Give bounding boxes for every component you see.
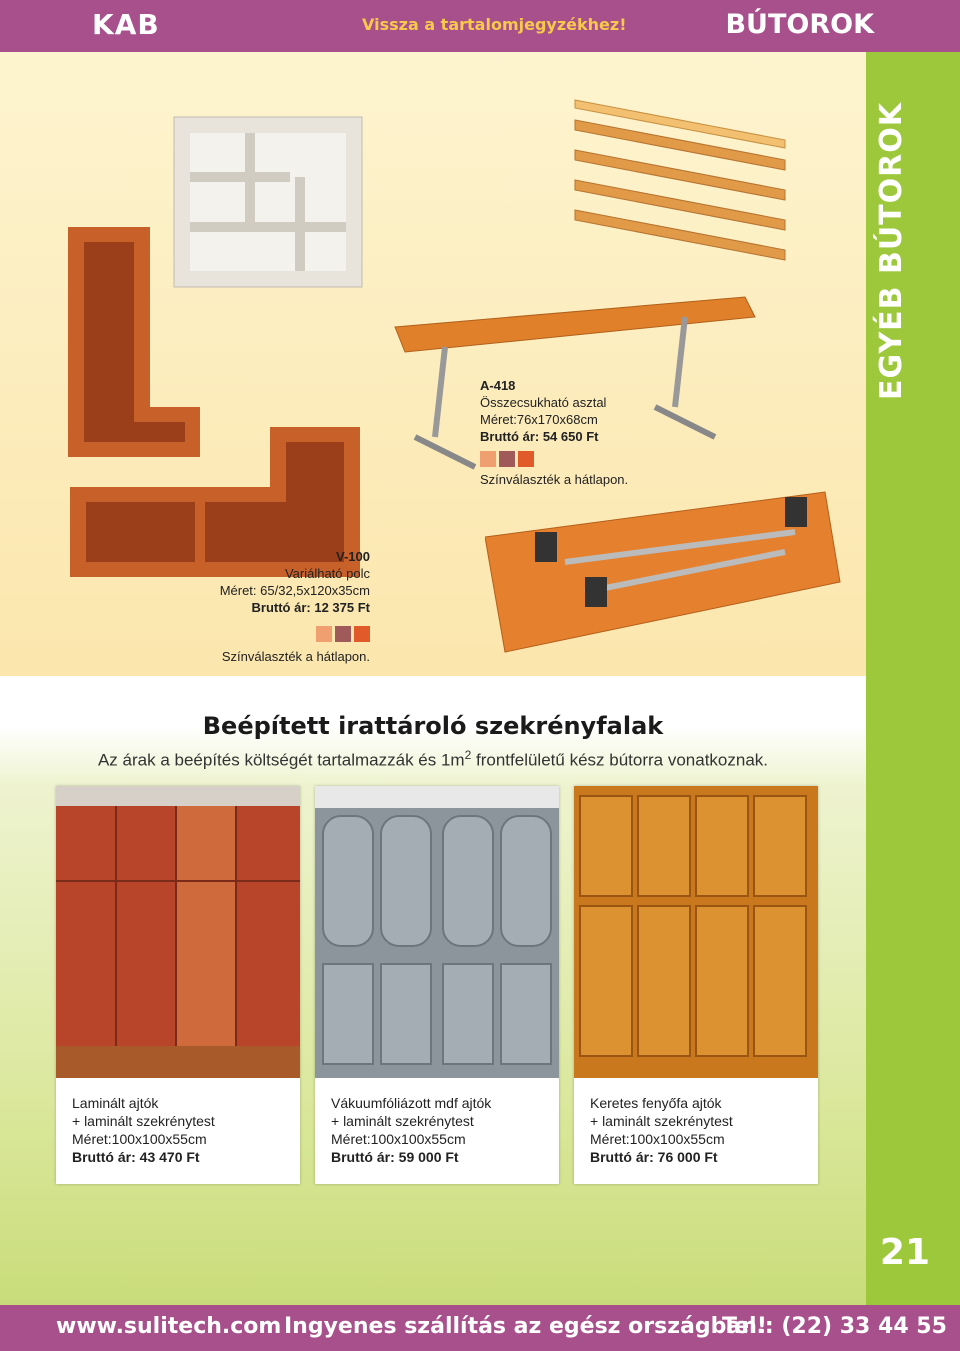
section-subtitle (0, 748, 866, 771)
wardrobe-size: Méret:100x100x55cm (72, 1131, 207, 1147)
folded-table-image (485, 482, 845, 662)
wardrobe-card (315, 786, 559, 1184)
footer-shipping: Ingyenes szállítás az egész országban! (284, 1314, 767, 1339)
wardrobe-price: Bruttó ár: 43 470 Ft (72, 1149, 200, 1165)
color-swatch (335, 626, 351, 642)
wardrobe-price: Bruttó ár: 76 000 Ft (590, 1149, 718, 1165)
mdf-wardrobe-image (315, 786, 559, 1078)
wardrobe-caption (72, 1094, 215, 1166)
color-swatch (480, 451, 496, 467)
header-bar (0, 0, 960, 52)
table-name: Összecsukható asztal (480, 395, 607, 410)
table-size: Méret:76x170x68cm (480, 412, 598, 427)
footer-phone: Tel.: (22) 33 44 55 (722, 1314, 947, 1339)
wardrobe-door-type: Vákuumfóliázott mdf ajtók (331, 1095, 492, 1111)
wardrobe-caption (590, 1094, 733, 1166)
section-heading: Beépített irattároló szekrényfalak (202, 712, 664, 740)
shelf-price: Bruttó ár: 12 375 Ft (251, 600, 370, 615)
section-title: BÚTOROK (725, 9, 874, 40)
subtitle-superscript: 2 (464, 748, 472, 762)
sidebar-category-label: EGYÉB BÚTOROK (874, 101, 909, 400)
shelf-code: V-100 (336, 549, 370, 564)
page-number: 21 (879, 1232, 930, 1273)
table-price: Bruttó ár: 54 650 Ft (480, 429, 599, 444)
hero-area (0, 52, 866, 676)
wardrobe-caption (331, 1094, 491, 1166)
subtitle-text: Az árak a beépítés költségét tartalmazzák és 1m (97, 750, 465, 770)
shelf-swatches (200, 626, 370, 642)
wardrobe-card (574, 786, 818, 1184)
footer-website[interactable]: www.sulitech.com (56, 1314, 282, 1339)
back-to-contents-link[interactable]: Vissza a tartalomjegyzékhez! (362, 15, 627, 34)
wardrobe-price: Bruttó ár: 59 000 Ft (331, 1149, 459, 1165)
wardrobe-body-type: + laminált szekrénytest (72, 1113, 215, 1129)
wardrobe-size: Méret:100x100x55cm (331, 1131, 466, 1147)
shelf-swatch-note: Színválaszték a hátlapon. (221, 649, 370, 664)
brand-logo: KAB (92, 8, 160, 41)
table-caption (480, 377, 628, 488)
footer-bar (0, 1305, 960, 1351)
table-swatches (480, 451, 628, 467)
stacked-tables-image (555, 90, 815, 280)
wardrobe-door-type: Keretes fenyőfa ajtók (590, 1095, 722, 1111)
shelf-caption (200, 548, 370, 665)
color-swatch (499, 451, 515, 467)
subtitle-text: frontfelületű kész bútorra vonatkoznak. (471, 750, 769, 770)
shelf-size: Méret: 65/32,5x120x35cm (219, 583, 370, 598)
wardrobe-body-type: + laminált szekrénytest (590, 1113, 733, 1129)
color-swatch (518, 451, 534, 467)
shelf-name: Variálható polc (284, 566, 370, 581)
table-swatch-note: Színválaszték a hátlapon. (480, 472, 629, 487)
wardrobe-body-type: + laminált szekrénytest (331, 1113, 474, 1129)
color-swatch (354, 626, 370, 642)
wardrobe-card (56, 786, 300, 1184)
wardrobe-door-type: Laminált ajtók (72, 1095, 159, 1111)
pine-wardrobe-image (574, 786, 818, 1078)
laminated-wardrobe-image (56, 786, 300, 1078)
wardrobe-size: Méret:100x100x55cm (590, 1131, 725, 1147)
color-swatch (316, 626, 332, 642)
table-code: A-418 (480, 378, 516, 393)
